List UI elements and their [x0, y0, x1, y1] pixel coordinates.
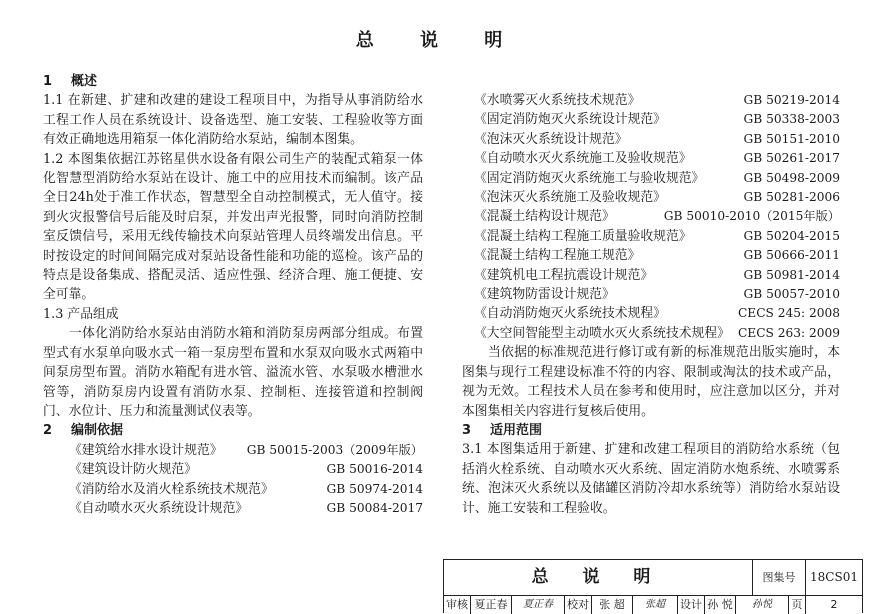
standards-note: 当依据的标准规范进行修订或有新的标准规范出版实施时，本图集与现行工程建设标准不符的内容、限制或淘汰的技术或产品，视为无效。工程技术人员在参考和使用时，应注意加以区分，并对本图集相关内容进行复核后使用。 — [462, 345, 840, 419]
section-1-number: 1 — [43, 74, 53, 89]
standard-name: 《建筑机电工程抗震设计规范》 — [474, 267, 654, 283]
standard-item — [43, 460, 423, 479]
designer-signature: 孙悦 — [736, 595, 789, 614]
standard-item — [43, 441, 423, 460]
checker-name: 张 超 — [592, 595, 633, 614]
standard-name: 《水喷雾灭火系统技术规范》 — [474, 93, 641, 108]
standard-item — [462, 188, 840, 207]
standard-code: GB 50974-2014 — [326, 481, 423, 496]
standard-code: GB 50010-2010（2015年版） — [663, 209, 840, 224]
page-label: 页 — [789, 595, 806, 614]
standard-code: GB 50338-2003 — [743, 112, 840, 127]
standard-name: 《混凝土结构工程施工质量验收规范》 — [474, 228, 692, 244]
standard-code: GB 50057-2010 — [743, 287, 840, 302]
paragraph-3-1: 3.1 本图集适用于新建、扩建和改建工程项目的消防给水系统（包括消火栓系统、自动喷水灭火系统、固定消防水炮系统、水喷雾系统、泡沫灭火系统以及储罐区消防冷却水系统等）消防给水泵站设计、施工安装和工程验收。 — [462, 442, 840, 516]
standard-item — [462, 285, 840, 304]
reviewer-signature: 夏正春 — [512, 595, 565, 614]
paragraph-1-3: 一体化消防给水泵站由消防水箱和消防泵房两部分组成。布置型式有水泵单向吸水式一箱一泵房型布置和水泵双向吸水式两箱中间泵房型布置。消防水箱配有进水管、溢流水管、水泵吸水槽泄水管等，消防泵房内设置有消防水泵、控制柜、连接管道和控制阀门、水位计、压力和流量测试仪表等。 — [43, 326, 423, 419]
standard-item — [462, 246, 840, 265]
standard-item — [462, 227, 840, 246]
standard-name: 《建筑物防雷设计规范》 — [474, 287, 615, 303]
right-column — [462, 91, 840, 518]
standard-name: 《自动消防炮灭火系统技术规程》 — [474, 306, 666, 322]
standard-item — [462, 207, 840, 226]
standard-item — [462, 266, 840, 285]
standard-code: GB 50261-2017 — [743, 151, 840, 166]
title-block-title: 总 说 明 — [444, 560, 753, 595]
section-1-title: 概述 — [71, 74, 98, 89]
checker-signature: 张超 — [633, 595, 678, 614]
title-block-main-row — [444, 560, 862, 596]
standard-code: GB 50981-2014 — [743, 267, 840, 282]
standard-name: 《大空间智能型主动喷水灭火系统技术规程》 — [474, 325, 730, 341]
standard-name: 《混凝土结构设计规范》 — [474, 209, 615, 225]
standard-name: 《消防给水及消火栓系统技术规范》 — [69, 481, 274, 497]
standard-name: 《泡沫灭火系统施工及验收规范》 — [474, 190, 666, 206]
section-2-number: 2 — [43, 423, 53, 439]
standard-code: CECS 245: 2008 — [737, 306, 840, 321]
designer-name: 孙 悦 — [705, 595, 736, 614]
standard-name: 《自动喷水灭火系统施工及验收规范》 — [474, 151, 692, 167]
left-column — [43, 72, 423, 518]
section-1-heading — [43, 72, 423, 91]
page-title: 总 说 明 — [355, 30, 523, 51]
standard-code: GB 50084-2017 — [326, 500, 423, 515]
standard-code: GB 50151-2010 — [743, 131, 840, 146]
standard-item — [462, 304, 840, 323]
standard-name: 《建筑给水排水设计规范》 — [69, 442, 223, 458]
title-block — [443, 559, 863, 613]
paragraph-1-3-heading: 1.3 产品组成 — [43, 306, 119, 322]
standard-code: CECS 263: 2009 — [737, 325, 840, 340]
standard-code: GB 50498-2009 — [743, 170, 840, 185]
title-block-signature-row — [444, 595, 862, 614]
section-3-number: 3 — [462, 422, 472, 438]
standard-name: 《泡沫灭火系统设计规范》 — [474, 131, 628, 147]
standard-code: GB 50204-2015 — [743, 228, 840, 243]
section-2-heading — [43, 421, 423, 440]
page-number: 2 — [830, 598, 838, 611]
standard-item — [43, 499, 423, 518]
standard-name: 《固定消防炮灭火系统设计规范》 — [474, 112, 666, 128]
standard-code: GB 50281-2006 — [743, 190, 840, 205]
standard-name: 《建筑设计防火规范》 — [69, 462, 197, 478]
paragraph-1-2: 1.2 本图集依据江苏铭星供水设备有限公司生产的装配式箱泵一体化智慧型消防给水泵站在设计、施工中的应用技术而编制。该产品全日24h处于准工作状态，智慧型全自动控制模式，无人值守。接到火灾报警信号后能及时启泵，并发出声光报警，同时向消防控制室反馈信号，采用无线传输技术向泵站管理人员终端发出信息。平时按设定的时间间隔完成对泵站设备性能和功能的巡检。该产品的特点是设备集成、搭配灵活、适应性强、经济合理、施工便捷、安全可靠。 — [43, 151, 423, 303]
standard-code: GB 50219-2014 — [743, 93, 840, 107]
standard-item — [462, 149, 840, 168]
standard-name: 《固定消防炮灭火系统施工与验收规范》 — [474, 170, 705, 186]
section-2-title: 编制依据 — [71, 423, 124, 439]
standard-item — [462, 169, 840, 188]
reviewer-name: 夏正春 — [471, 595, 512, 614]
standard-code: GB 50015-2003（2009年版） — [246, 442, 423, 457]
standard-item — [462, 110, 840, 129]
atlas-number: 18CS01 — [810, 570, 858, 584]
standard-item — [462, 324, 840, 343]
section-3-title: 适用范围 — [490, 422, 543, 438]
section-3-heading — [462, 421, 840, 440]
check-label: 校对 — [565, 595, 592, 614]
standard-item — [462, 130, 840, 149]
standard-name: 《混凝土结构工程施工规范》 — [474, 248, 641, 264]
review-label: 审核 — [444, 595, 471, 614]
standard-code: GB 50666-2011 — [743, 248, 840, 263]
standard-code: GB 50016-2014 — [326, 462, 423, 477]
atlas-number-label: 图集号 — [753, 560, 806, 595]
standard-item — [462, 91, 840, 110]
design-label: 设计 — [678, 595, 705, 614]
standard-item — [43, 480, 423, 499]
paragraph-1-1: 1.1 在新建、扩建和改建的建设工程项目中，为指导从事消防给水工程工作人员在系统设计、设备选型、施工安装、工程验收等方面有效正确地选用箱泵一体化消防给水泵站，编制本图集。 — [43, 93, 423, 148]
standard-name: 《自动喷水灭火系统设计规范》 — [69, 500, 249, 516]
